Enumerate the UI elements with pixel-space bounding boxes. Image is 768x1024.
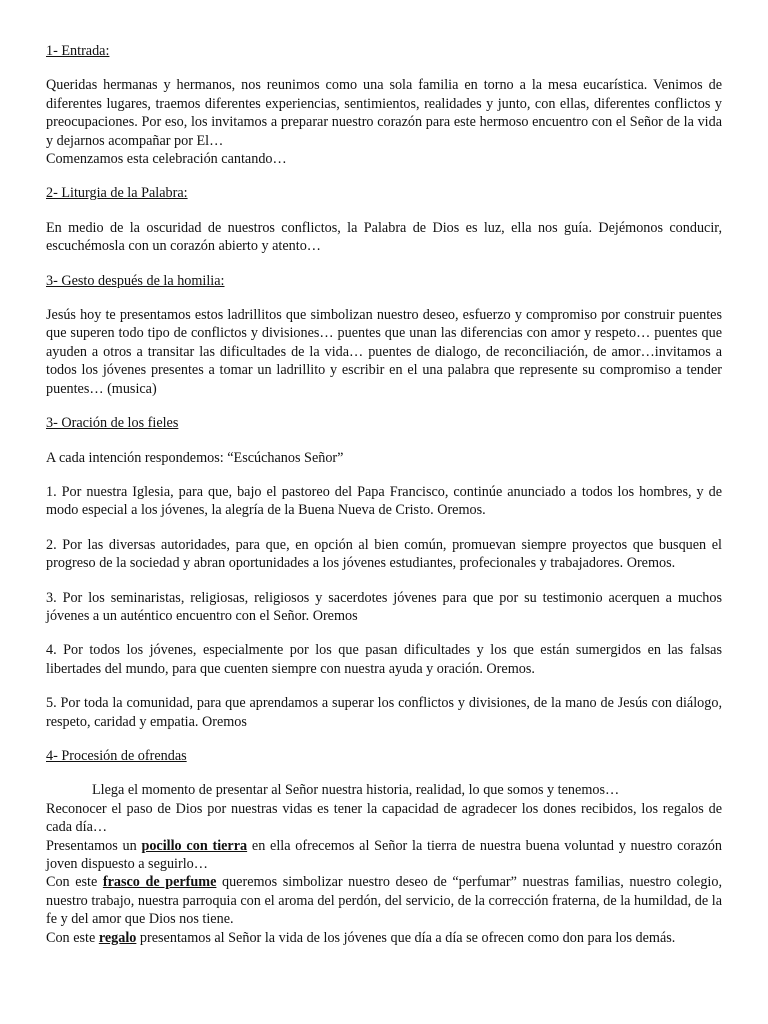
ofrendas-frasco-paragraph xyxy=(46,873,722,928)
pocillo-pre-text: Presentamos un xyxy=(46,837,142,854)
pocillo-post-text: en ella ofrecemos al Señor la tierra de nuestra buena voluntad y nuestro corazón joven dispuesto a seguirlo… xyxy=(46,837,722,872)
oracion-item-5: 5. Por toda la comunidad, para que aprendamos a superar los conflictos y divisiones, de la mano de Jesús con diálogo, respeto, caridad y empatia. Oremos xyxy=(46,695,722,730)
regalo-post-text: presentamos al Señor la vida de los jóvenes que día a día se ofrecen como don para los demás. xyxy=(136,929,676,946)
frasco-post-text: queremos simbolizar nuestro deseo de “perfumar” nuestras familias, nuestro colegio, nuestro trabajo, nuestra parroquia con el aroma del perdón, del servicio, de la corrección fraterna, de la humildad, de la fe y del amor que Dios nos tiene. xyxy=(46,874,722,928)
oracion-item-1: 1. Por nuestra Iglesia, para que, bajo el pastoreo del Papa Francisco, continúe anunciado a todos los hombres, y de modo especial a los jóvenes, la alegría de la Buena Nueva de Cristo. Oremos. xyxy=(46,483,722,519)
oracion-item-2: 2. Por las diversas autoridades, para que, en opción al bien común, promuevan siempre proyectos que busquen el progreso de la sociedad y abran oportunidades a los jóvenes estudiantes, profecionales y trabajadores. Oremos. xyxy=(46,536,722,572)
section-heading-gesto: 3- Gesto después de la homilia: xyxy=(46,272,225,289)
section-heading-entrada: 1- Entrada: xyxy=(46,43,110,59)
ofrendas-regalo-paragraph xyxy=(46,929,722,947)
oracion-item-4: 4. Por todos los jóvenes, especialmente por los que pasan dificultades y los que están sumergidos en las falsas libertades del mundo, para que cuenten siempre con nuestra ayuda y oración. Oremos. xyxy=(46,642,722,677)
pocillo-highlight: pocillo con tierra xyxy=(141,837,248,854)
frasco-pre-text: Con este xyxy=(46,874,103,891)
oracion-intro: A cada intención respondemos: “Escúchanos Señor” xyxy=(46,449,344,466)
regalo-highlight: regalo xyxy=(98,929,137,946)
section-heading-oracion: 3- Oración de los fieles xyxy=(46,415,179,432)
ofrendas-reconocer-line: Reconocer el paso de Dios por nuestras vidas es tener la capacidad de agradecer los dones recibidos, los regalos de cada día… xyxy=(46,800,722,836)
liturgia-paragraph: En medio de la oscuridad de nuestros conflictos, la Palabra de Dios es luz, ella nos guía. Dejémonos conducir, escuchémosla con un corazón abierto y atento… xyxy=(46,219,722,255)
oracion-item-3: 3. Por los seminaristas, religiosas, religiosos y sacerdotes jóvenes para que por su testimonio acerquen a muchos jóvenes a un auténtico encuentro con el Señor. Oremos xyxy=(46,589,722,624)
ofrendas-pocillo-paragraph xyxy=(46,837,722,874)
section-heading-ofrendas: 4- Procesión de ofrendas xyxy=(46,747,187,764)
ofrendas-intro-line: Llega el momento de presentar al Señor nuestra historia, realidad, lo que somos y tenemos… xyxy=(92,782,620,799)
entrada-paragraph: Queridas hermanas y hermanos, nos reunimos como una sola familia en torno a la mesa eucarística. Venimos de diferentes lugares, traemos diferentes experiencias, sentimientos, realidades y junto, con ellas, diferentes conflictos y preocupaciones. Por eso, los invitamos a preparar nuestro corazón para este hermoso encuentro con el Señor de la vida y dejarnos acompañar por El… xyxy=(46,77,722,149)
regalo-pre-text: Con este xyxy=(46,929,99,946)
section-heading-liturgia: 2- Liturgia de la Palabra: xyxy=(46,185,188,202)
entrada-closing-line: Comenzamos esta celebración cantando… xyxy=(46,151,287,168)
frasco-highlight: frasco de perfume xyxy=(102,874,217,891)
gesto-paragraph: Jesús hoy te presentamos estos ladrillitos que simbolizan nuestro deseo, esfuerzo y compromiso por construir puentes que superen todo tipo de conflictos y divisiones… puentes que unan las diferencias con amor y respeto… puentes que ayuden a otros a transitar las dificultades de la vida… puentes de dialogo, de reconciliación, de amor…invitamos a todos los jóvenes presentes a tomar un ladrillito y escribir en el una palabra que represente su compromiso a tender puentes… (musica) xyxy=(46,307,722,397)
